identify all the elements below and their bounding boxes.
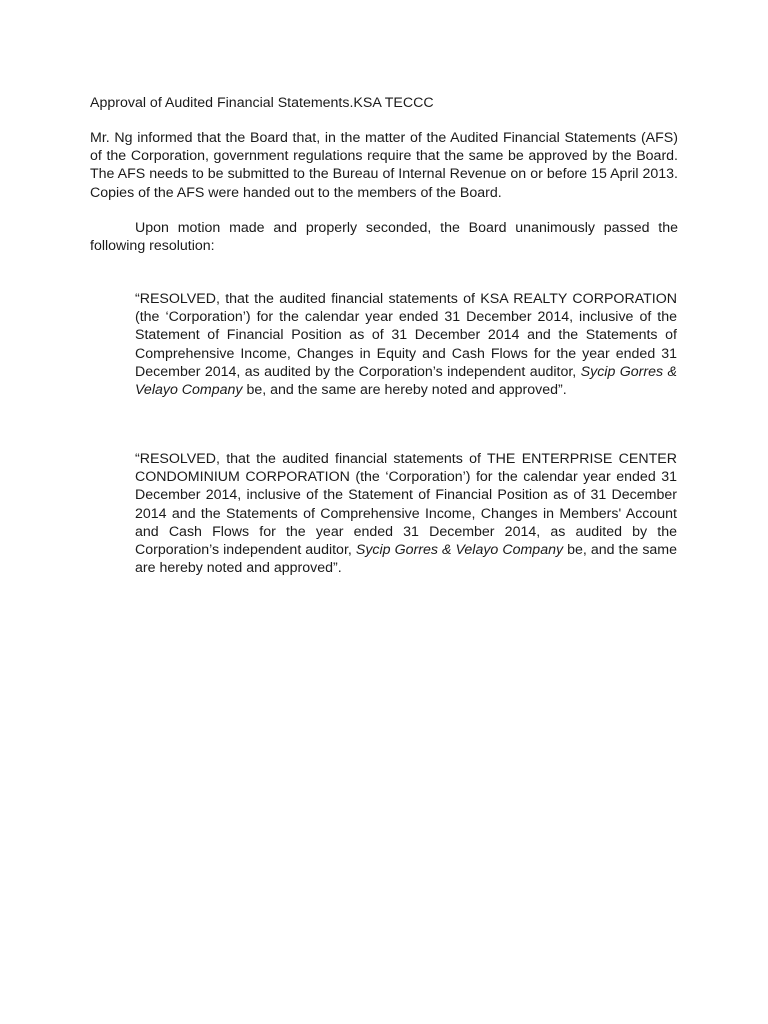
motion-paragraph: Upon motion made and properly seconded, the Board unanimously passed the following resolution:	[90, 220, 678, 255]
resolution-enterprise-center-auditor: Sycip Gorres & Velayo Company	[355, 542, 564, 559]
resolution-ksa-realty-auditor: Sycip Gorres & Velayo Company	[135, 363, 677, 399]
resolution-enterprise-center-text: “RESOLVED, that the audited financial statements of THE ENTERPRISE CENTER CONDOMINIUM CORPORATION (the ‘Corporation’) for the calendar year ended 31 December 2014, inclusive of the Statement of Financial Position as of 31 December 2014 and the Statements of Comprehensive Income, Changes in Members' Account and Cash Flows for the year ended 31 December 2014, as audited by the Corporation’s independent auditor,	[135, 451, 677, 559]
resolution-ksa-realty	[135, 290, 677, 399]
resolution-ksa-realty-closing: be, and the same are hereby noted and approved”.	[242, 382, 567, 399]
resolution-enterprise-center-closing: be, and the same are hereby noted and approved”.	[135, 542, 678, 577]
document-title: Approval of Audited Financial Statements.KSA TECCC	[90, 95, 434, 111]
resolution-ksa-realty-text: “RESOLVED, that the audited financial statements of KSA REALTY CORPORATION (the ‘Corporation’) for the calendar year ended 31 December 2014, inclusive of the Statement of Financial Position as of 31 December 2014 and the Statements of Comprehensive Income, Changes in Equity and Cash Flows for the year ended 31 December 2014, as audited by the Corporation’s independent auditor,	[135, 291, 677, 380]
resolution-enterprise-center	[135, 450, 677, 577]
intro-paragraph: Mr. Ng informed that the Board that, in the matter of the Audited Financial Statements (AFS) of the Corporation, government regulations require that the same be approved by the Board. The AFS needs to be submitted to the Bureau of Internal Revenue on or before 15 April 2013. Copies of the AFS were handed out to the members of the Board.	[90, 130, 678, 201]
